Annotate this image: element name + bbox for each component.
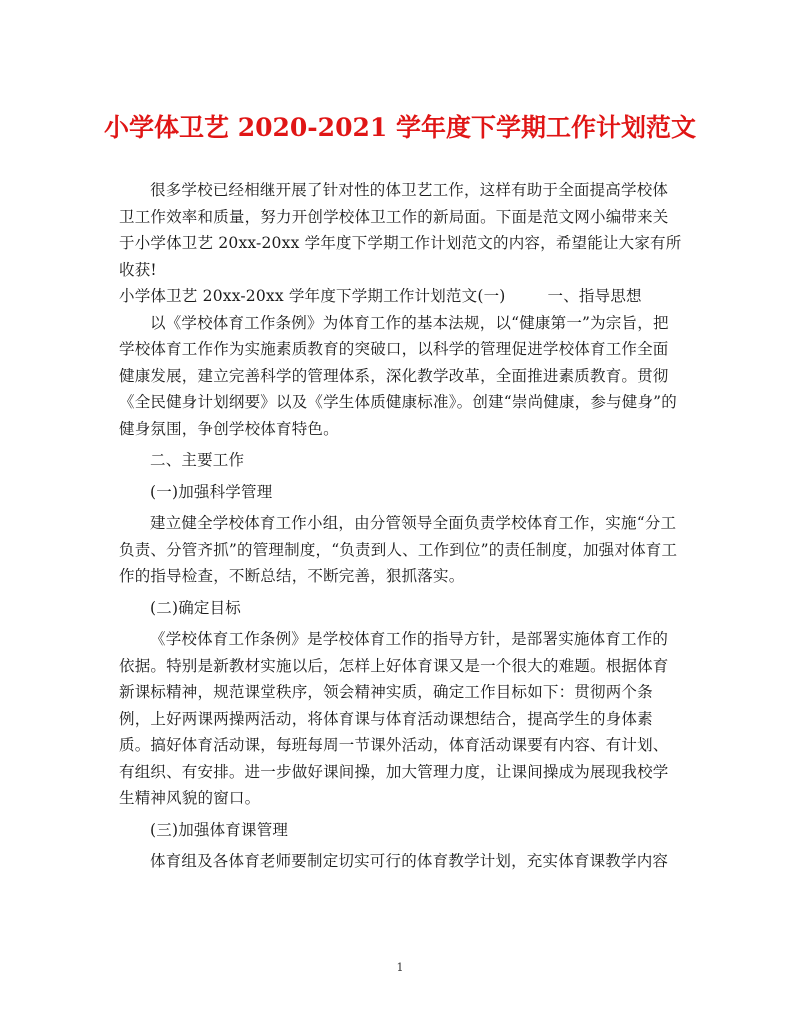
sub2-paragraph: 《学校体育工作条例》是学校体育工作的指导方针，是部署实施体育工作的依据。特别是新教材实施以后，怎样上好体育课又是一个很大的难题。根据体育新课标精神，规范课堂秩序，领会精神实质，确定工作目标如下：贯彻两个条例，上好两课两操两活动，将体育课与体育活动课想结合，提高学生的身体素质。搞好体育活动课，每班每周一节课外活动，体育活动课要有内容、有计划、有组织、有安排。进一步做好课间操，加大管理力度，让课间操成为展现我校学生精神风貌的窗口。 bbox=[119, 630, 669, 807]
subtitle-line bbox=[119, 283, 682, 310]
section1-paragraph: 以《学校体育工作条例》为体育工作的基本法规，以“健康第一”为宗旨，把学校体育工作作为实施素质教育的突破口，以科学的管理促进学校体育工作全面健康发展，建立完善科学的管理体系，深化教学改革，全面推进素质教育。贯彻《全民健身计划纲要》以及《学生体质健康标准》。创建“崇尚健康，参与健身”的健身氛围，争创学校体育特色。 bbox=[119, 313, 678, 438]
sub3-heading: (三)加强体育课管理 bbox=[150, 820, 289, 839]
sub1-paragraph: 建立健全学校体育工作小组，由分管领导全面负责学校体育工作，实施“分工负责、分管齐抓”的管理制度，“负责到人、工作到位”的责任制度，加强对体育工作的指导检查，不断总结，不断完善，狠抓落实。 bbox=[119, 514, 678, 585]
intro-paragraph: 很多学校已经相继开展了针对性的体卫艺工作，这样有助于全面提高学校体卫工作效率和质量，努力开创学校体卫工作的新局面。下面是范文网小编带来关于小学体卫艺 20xx-20xx 学年度下学期工作计划范文的内容，希望能让大家有所收获! bbox=[119, 181, 682, 279]
subtitle-text: 小学体卫艺 20xx-20xx 学年度下学期工作计划范文(一) bbox=[119, 287, 506, 305]
page-number: 1 bbox=[396, 961, 404, 974]
document-title: 小学体卫艺 2020-2021 学年度下学期工作计划范文 bbox=[104, 113, 696, 142]
document-body bbox=[119, 177, 682, 875]
section2-heading: 二、主要工作 bbox=[150, 451, 245, 469]
sub1-heading: (一)加强科学管理 bbox=[150, 482, 273, 501]
sub2-heading: (二)确定目标 bbox=[150, 598, 241, 617]
sub3-paragraph: 体育组及各体育老师要制定切实可行的体育教学计划，充实体育课教学内容 bbox=[150, 852, 669, 870]
section1-heading: 一、指导思想 bbox=[547, 287, 642, 305]
